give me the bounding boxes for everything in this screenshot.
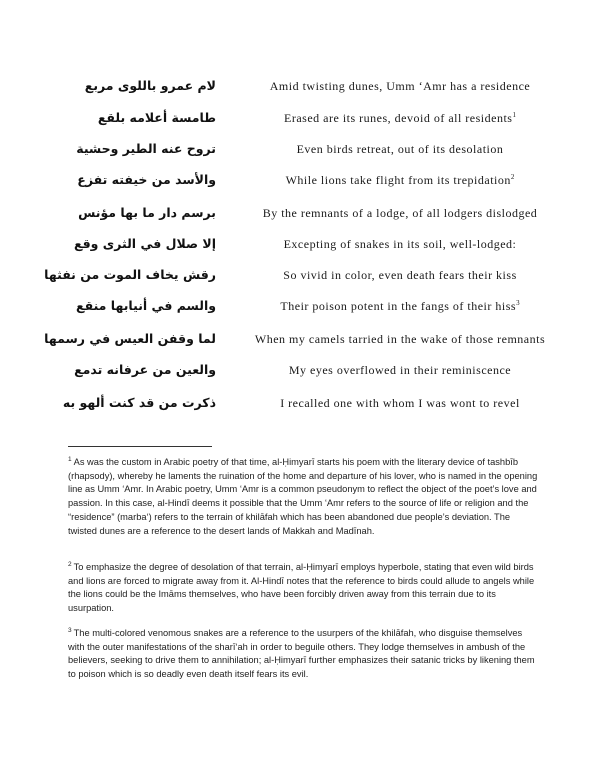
arabic-verse: إلا صلال في الثرى وقع	[73, 236, 216, 251]
english-verse	[248, 396, 552, 411]
verse-row	[0, 267, 600, 289]
arabic-verse: لما وقفن العيس في رسمها	[44, 331, 216, 346]
footnote-number: 2	[68, 560, 72, 568]
english-verse	[248, 363, 552, 378]
english-verse-text: So vivid in color, even death fears their kiss	[283, 268, 517, 282]
footnote	[68, 561, 538, 616]
english-verse-text: Their poison potent in the fangs of their hiss	[280, 299, 517, 313]
arabic-verse: والعين من عرفانه تدمع	[74, 362, 216, 377]
verse-row	[0, 141, 600, 163]
english-verse	[248, 299, 552, 314]
footnote-ref: 2	[510, 173, 515, 181]
footnote-text: As was the custom in Arabic poetry of that time, al-Ḥimyarī starts his poem with the literary device of tashbīb (rhapsody), whereby he laments the ruination of the home and departure of his lover, who is named in the opening line as Umm ‘Amr. In Arabic poetry, Umm ‘Amr is a common pseudonym to reflect the object of the poet’s love and passion. In this case, al-Hindī deems it possible that the Umm ‘Amr refers to the source of life or religion and the “residence” (marba‘) refers to the terrain of khilāfah which has been abandoned due people’s deviation. The twisted dunes are a reference to the desert lands of Makkah and Madīnah.	[68, 457, 538, 536]
arabic-verse: لام عمرو باللوى مربع	[84, 78, 216, 93]
verse-row	[0, 78, 600, 100]
arabic-verse: رقش يخاف الموت من نفثها	[44, 267, 216, 282]
english-verse-text: Excepting of snakes in its soil, well-lodged:	[283, 237, 517, 251]
arabic-verse: والأسد من خيفته تفزع	[77, 172, 216, 187]
footnote-text: To emphasize the degree of desolation of that terrain, al-Ḥimyarī employs hyperbole, stating that even wild birds and lions are forced to migrate away from it. Al-Hindī notes that the reference to birds could allude to angels while the lions could be the Imāms themselves, who have been forcibly driven away from this terrain due to its usurpation.	[68, 562, 535, 614]
verse-row	[0, 172, 600, 194]
arabic-verse: ذكرت من قد كنت ألهو به	[62, 395, 216, 410]
english-verse	[248, 173, 552, 188]
english-verse-text: By the remnants of a lodge, of all lodgers dislodged	[262, 206, 538, 220]
english-verse	[248, 237, 552, 252]
footnote	[68, 456, 538, 538]
footnote	[68, 627, 538, 682]
footnote-number: 1	[68, 455, 72, 463]
english-verse-text: Erased are its runes, devoid of all residents	[284, 111, 513, 125]
english-verse-text: My eyes overflowed in their reminiscence	[288, 363, 512, 377]
verse-row	[0, 298, 600, 320]
arabic-verse: تروح عنه الطير وحشية	[76, 141, 216, 156]
verse-row	[0, 110, 600, 132]
verse-row	[0, 205, 600, 227]
arabic-verse: طامسة أعلامه بلقع	[97, 110, 216, 125]
english-verse-text: Amid twisting dunes, Umm ‘Amr has a residence	[269, 79, 531, 93]
english-verse	[248, 111, 552, 126]
english-verse	[248, 332, 552, 347]
english-verse	[248, 79, 552, 94]
footnote-ref: 3	[516, 299, 520, 307]
verse-row	[0, 236, 600, 258]
english-verse	[248, 206, 552, 221]
english-verse-text: Even birds retreat, out of its desolation	[296, 142, 504, 156]
footnote-divider	[68, 446, 212, 447]
verse-row	[0, 331, 600, 353]
footnote-ref: 1	[512, 111, 516, 119]
footnote-number: 3	[68, 626, 72, 634]
verse-row	[0, 362, 600, 384]
footnote-text: The multi-colored venomous snakes are a reference to the usurpers of the khilāfah, who disguise themselves with the outer manifestations of the sharī‘ah in order to beguile others. They lodge themselves in ambush of the believers, seeking to drive them to annihilation; al-Ḥimyarī further emphasizes their satanic tricks by likening them to poison which is so deadly even death itself fears its evil.	[68, 628, 535, 680]
english-verse-text: When my camels tarried in the wake of those remnants	[254, 332, 546, 346]
english-verse	[248, 142, 552, 157]
english-verse-text: I recalled one with whom I was wont to revel	[280, 396, 520, 410]
arabic-verse: برسم دار ما بها مؤنس	[78, 205, 216, 220]
arabic-verse: والسم في أنيابها منقع	[76, 298, 216, 313]
verse-row	[0, 395, 600, 417]
english-verse-text: While lions take flight from its trepidation	[285, 173, 511, 187]
english-verse	[248, 268, 552, 283]
